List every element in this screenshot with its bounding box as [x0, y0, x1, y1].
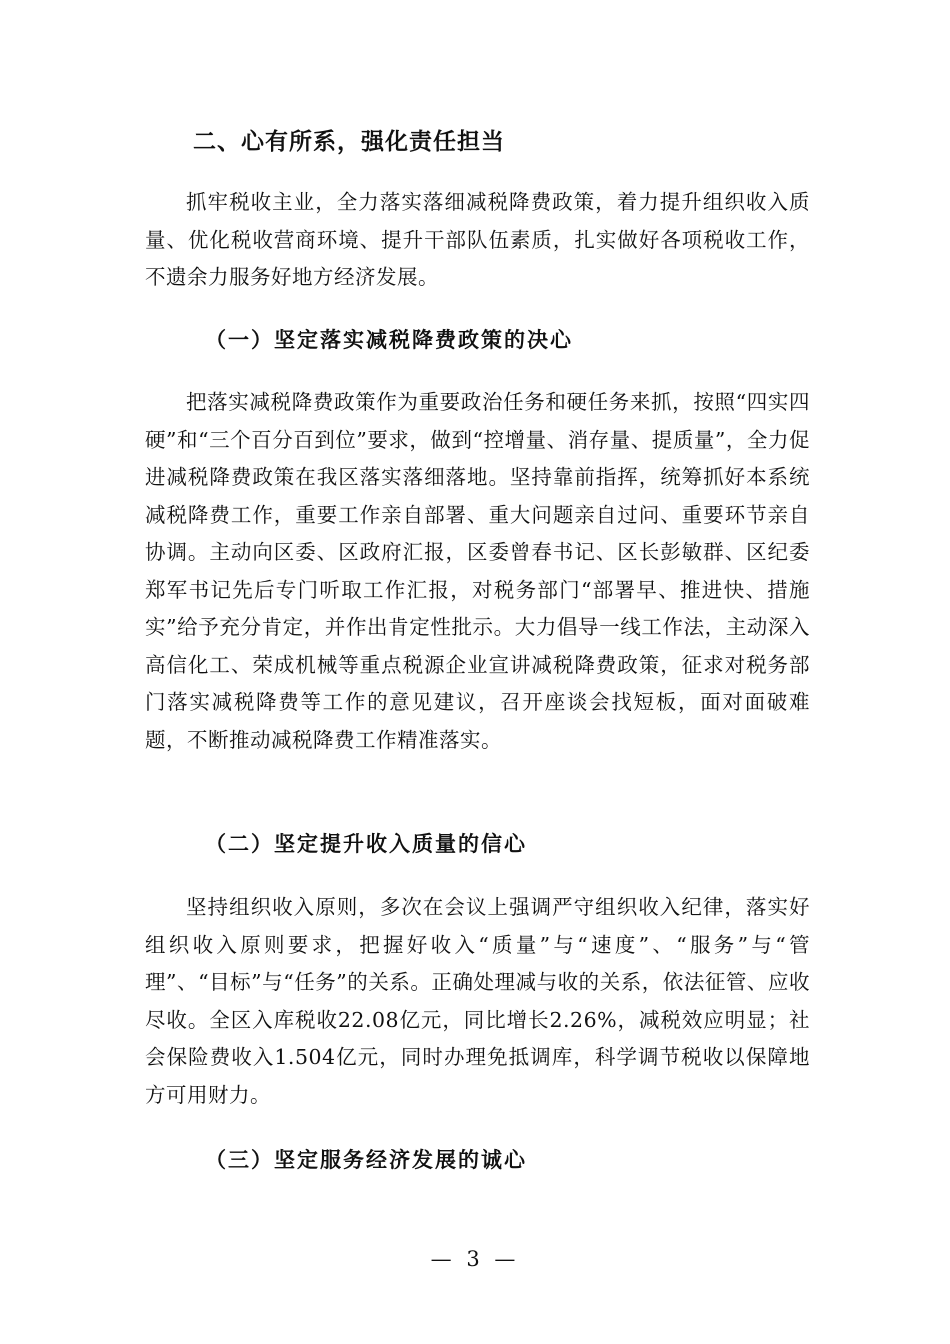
intro-paragraph: 抓牢税收主业，全力落实落细减税降费政策，着力提升组织收入质量、优化税收营商环境、提升干部队伍素质，扎实做好各项税收工作，不遗余力服务好地方经济发展。 [145, 190, 810, 289]
subsection-paragraph-1: 把落实减税降费政策作为重要政治任务和硬任务来抓，按照“四实四硬”和“三个百分百到位”要求，做到“控增量、消存量、提质量”，全力促进减税降费政策在我区落实落细落地。坚持靠前指挥，统筹抓好本系统减税降费工作，重要工作亲自部署、重大问题亲自过问、重要环节亲自协调。主动向区委、区政府汇报，区委曾春书记、区长彭敏群、区纪委郑军书记先后专门听取工作汇报，对税务部门“部署早、推进快、措施实”给予充分肯定，并作出肯定性批示。大力倡导一线工作法，主动深入高信化工、荣成机械等重点税源企业宣讲减税降费政策，征求对税务部门落实减税降费等工作的意见建议，召开座谈会找短板，面对面破难题，不断推动减税降费工作精准落实。 [145, 390, 810, 752]
page-number: — 3 — [430, 1247, 520, 1271]
subsection-heading-3: （三）坚定服务经济发展的诚心 [205, 1148, 527, 1172]
subsection-heading-1: （一）坚定落实减税降费政策的决心 [205, 328, 573, 352]
subsection-heading-2: （二）坚定提升收入质量的信心 [205, 832, 527, 856]
section-heading: 二、心有所系，强化责任担当 [193, 129, 505, 155]
subsection-paragraph-2: 坚持组织收入原则，多次在会议上强调严守组织收入纪律，落实好组织收入原则要求，把握好收入“质量”与“速度”、“服务”与“管理”、“目标”与“任务”的关系。正确处理减与收的关系，依法征管、应收尽收。全区入库税收22.08亿元，同比增长2.26%，减税效应明显；社会保险费收入1.504亿元，同时办理免抵调库，科学调节税收以保障地方可用财力。 [145, 895, 810, 1107]
